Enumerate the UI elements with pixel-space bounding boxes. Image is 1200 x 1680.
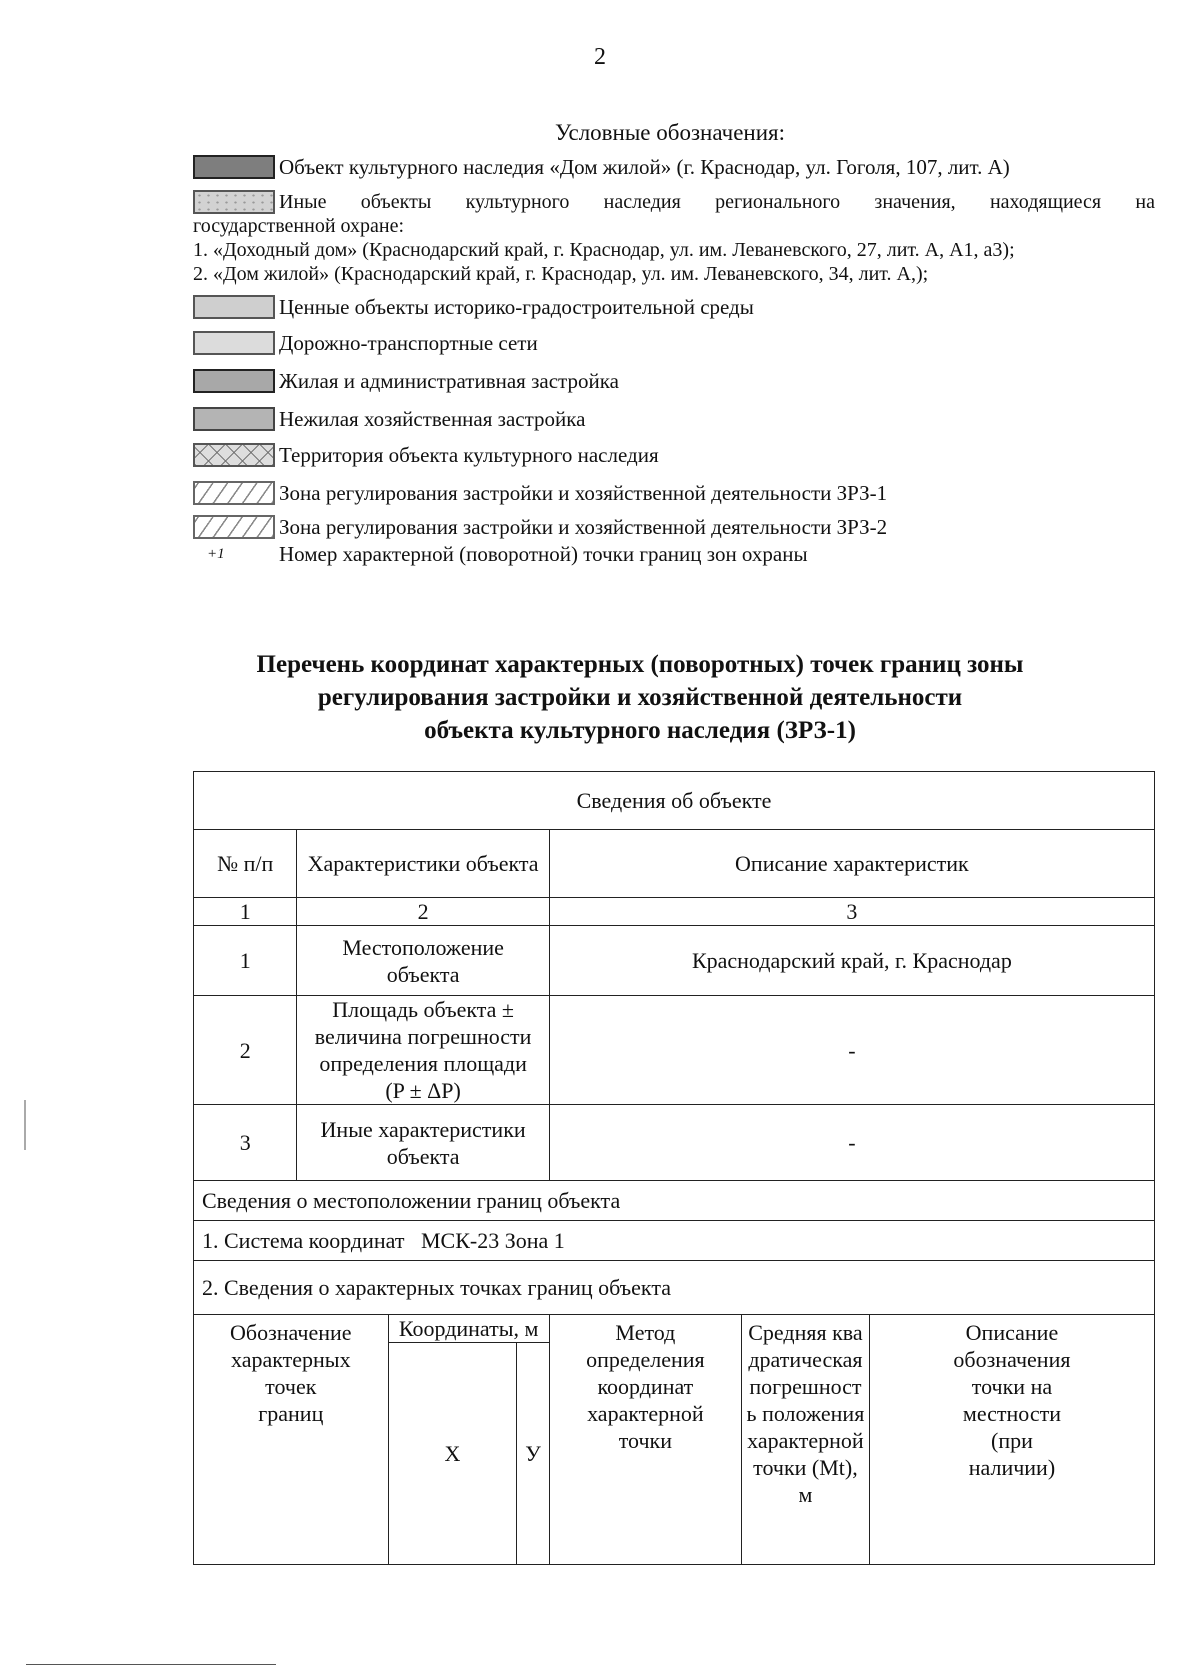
legend: [193, 152, 1155, 566]
legend-swatch-main-object: [193, 155, 275, 179]
location-section-title: Сведения о местоположении границ объекта: [194, 1181, 1155, 1221]
row-num: 2: [194, 996, 297, 1105]
col-x-header: Х: [388, 1343, 517, 1565]
col-index: 3: [549, 898, 1154, 926]
table-row: [194, 926, 1155, 996]
legend-item-zrz2: [193, 512, 1155, 542]
legend-label: Дорожно-транспортные сети: [279, 330, 538, 355]
col-error-header: Средняя квадратическая погрешность положения характерной точки (Mt), м: [741, 1315, 869, 1565]
legend-label: Номер характерной (поворотной) точки границ зон охраны: [279, 541, 808, 566]
heading-line: объекта культурного наследия (ЗРЗ-1): [424, 717, 856, 744]
row-characteristic: Местоположение объекта: [297, 926, 549, 996]
points-section-title: 2. Сведения о характерных точках границ объекта: [194, 1261, 1155, 1315]
row-num: 3: [194, 1105, 297, 1181]
legend-item-nonresidential: [193, 404, 1155, 434]
legend-swatch-zrz2: [193, 515, 275, 539]
legend-label: Зона регулирования застройки и хозяйственной деятельности ЗРЗ-2: [279, 514, 888, 539]
legend-swatch-residential: [193, 369, 275, 393]
col-index: 1: [194, 898, 297, 926]
legend-sub-item: 1. «Доходный дом» (Краснодарский край, г. Краснодар, ул. им. Леваневского, 27, лит. А, А1, а3);: [193, 239, 1015, 261]
legend-label: Объект культурного наследия «Дом жилой» (г. Краснодар, ул. Гоголя, 107, лит. А): [279, 154, 1010, 179]
legend-item-other-objects: [193, 190, 1155, 286]
legend-label: Территория объекта культурного наследия: [279, 442, 659, 467]
legend-item-zrz1: [193, 478, 1155, 508]
page-number: 2: [594, 44, 606, 70]
legend-item-residential: [193, 366, 1155, 396]
legend-swatch-roads: [193, 331, 275, 355]
col-index: 2: [297, 898, 549, 926]
row-characteristic: Площадь объекта ± величина погрешности определения площади (P ± ΔP): [297, 996, 549, 1105]
col-designation-header: Обозначение характерных точек границ: [194, 1315, 389, 1565]
legend-label: Зона регулирования застройки и хозяйственной деятельности ЗРЗ-1: [279, 480, 888, 505]
coord-system: 1. Система координат МСК-23 Зона 1: [194, 1221, 1155, 1261]
legend-item-main-object: [193, 152, 1155, 182]
legend-label-continued: государственной охране:: [193, 215, 405, 237]
legend-label: Нежилая хозяйственная застройка: [279, 406, 586, 431]
legend-swatch-nonresidential: [193, 407, 275, 431]
table-row: [194, 996, 1155, 1105]
legend-swatch-zrz1: [193, 481, 275, 505]
heading-line: Перечень координат характерных (поворотных) точек границ зоны: [256, 651, 1024, 678]
col-desc-header: Описание характеристик: [549, 830, 1154, 898]
legend-item-point: [193, 542, 1155, 566]
legend-swatch-other-objects: [193, 190, 275, 214]
object-info-table: [193, 771, 1155, 1565]
legend-sub-item: 2. «Дом жилой» (Краснодарский край, г. Краснодар, ул. им. Леваневского, 34, лит. А,);: [193, 263, 929, 285]
row-description: Краснодарский край, г. Краснодар: [549, 926, 1154, 996]
table-row: [194, 1105, 1155, 1181]
row-num: 1: [194, 926, 297, 996]
heading-line: регулирования застройки и хозяйственной деятельности: [317, 684, 963, 711]
legend-label: Иные объекты культурного наследия регионального значения, находящиеся на: [279, 191, 1155, 213]
table-section-title: Сведения об объекте: [194, 772, 1155, 830]
col-y-header: У: [517, 1343, 550, 1565]
legend-swatch-valuable: [193, 295, 275, 319]
legend-label: Жилая и административная застройка: [279, 368, 619, 393]
row-description: -: [549, 996, 1154, 1105]
footnote-rule: [26, 1664, 276, 1665]
point-marker-icon: +1: [207, 545, 225, 562]
col-method-header: Метод определения координат характерной точки: [549, 1315, 741, 1565]
legend-swatch-territory: [193, 443, 275, 467]
col-char-header: Характеристики объекта: [297, 830, 549, 898]
row-description: -: [549, 1105, 1154, 1181]
col-description-header: Описание обозначения точки на местности (при наличии): [869, 1315, 1154, 1565]
row-characteristic: Иные характеристики объекта: [297, 1105, 549, 1181]
col-coordinates-header: Координаты, м: [388, 1315, 549, 1343]
col-num-header: № п/п: [194, 830, 297, 898]
scan-edge-mark: [24, 1100, 26, 1150]
legend-item-territory: [193, 440, 1155, 470]
legend-label: Ценные объекты историко-градостроительной среды: [279, 294, 754, 319]
section-heading: [140, 648, 1140, 747]
legend-item-roads: [193, 328, 1155, 358]
legend-title: Условные обозначения:: [554, 120, 786, 145]
legend-item-valuable: [193, 292, 1155, 322]
